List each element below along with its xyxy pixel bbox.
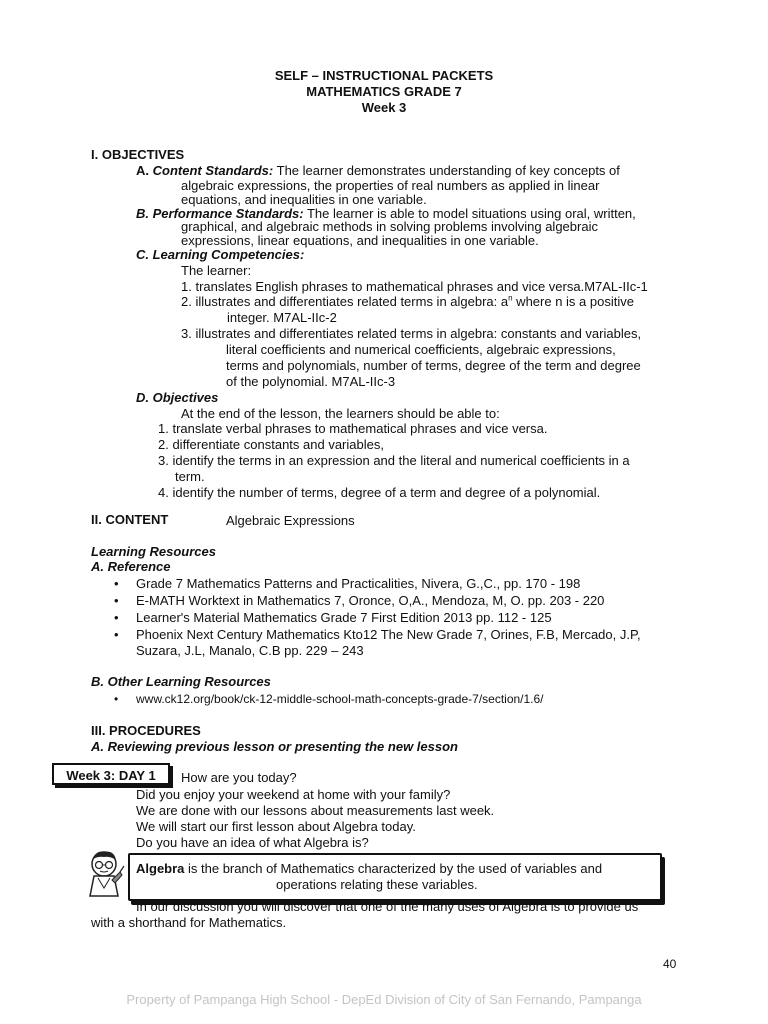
doc-title-line1: SELF – INSTRUCTIONAL PACKETS: [274, 68, 494, 83]
other-resource-link[interactable]: • www.ck12.org/book/ck-12-middle-school-math-concepts-grade-7/section/1.6/: [136, 691, 544, 707]
competency-item-3-line4: of the polynomial. M7AL-IIc-3: [226, 374, 396, 389]
d-objective-item-4: 4. identify the number of terms, degree of a term and degree of a polynomial.: [158, 485, 601, 500]
closing-line-1: In our discussion you will discover that one of the many uses of Algebra is to provide us: [136, 899, 639, 914]
algebra-definition-box: [128, 853, 662, 901]
content-value: Algebraic Expressions: [226, 513, 355, 528]
procedures-sub-a: A. Reviewing previous lesson or presenting the new lesson: [91, 739, 458, 754]
doc-title-line2: MATHEMATICS GRADE 7: [306, 84, 462, 99]
intro-line-5: Do you have an idea of what Algebra is?: [136, 835, 369, 850]
thinking-boy-icon: [82, 848, 128, 900]
intro-line-4: We will start our first lesson about Algebra today.: [136, 819, 416, 834]
other-resources-label: B. Other Learning Resources: [91, 674, 271, 689]
definition-text: is the branch of Mathematics characterized by the used of variables and: [184, 861, 603, 876]
competency-item-3-line2: literal coefficients and numerical coefficients, algebraic expressions,: [226, 342, 616, 357]
performance-standards-label: B. Performance Standards:: [136, 206, 304, 221]
definition-line-1: [136, 861, 602, 877]
content-standards-line1: [136, 163, 620, 179]
content-standards-label: Content Standards:: [152, 163, 274, 178]
competency-item-2-code: integer. M7AL-IIc-2: [227, 310, 337, 325]
reference-item: • Grade 7 Mathematics Patterns and Practicalities, Nivera, G.,C., pp. 170 - 198: [136, 576, 580, 592]
content-standards-prefix: A.: [136, 163, 153, 178]
d-objective-item-2: 2. differentiate constants and variables,: [158, 437, 384, 452]
reference-item: • E-MATH Worktext in Mathematics 7, Oronce, O,A., Mendoza, M, O. pp. 203 - 220: [136, 593, 604, 609]
competency-item-2-text: 2. illustrates and differentiates related terms in algebra: a: [181, 294, 509, 309]
day-label-box: Week 3: DAY 1: [52, 763, 170, 785]
performance-standards-text: The learner is able to model situations using oral, written,: [303, 206, 636, 221]
reference-label: A. Reference: [91, 559, 171, 574]
content-standards-line3: equations, and inequalities in one variable.: [181, 192, 427, 207]
competency-item-2: [181, 294, 634, 310]
page-number: 40: [663, 957, 677, 971]
closing-line-2: with a shorthand for Mathematics.: [91, 915, 287, 930]
content-standards-text: The learner demonstrates understanding of key concepts of: [273, 163, 620, 178]
intro-line-1: How are you today?: [181, 770, 297, 785]
footer-text: Property of Pampanga High School - DepEd Division of City of San Fernando, Pampanga: [126, 992, 642, 1007]
intro-line-2: Did you enjoy your weekend at home with your family?: [136, 787, 451, 802]
section-procedures-heading: III. PROCEDURES: [91, 723, 201, 738]
reference-item-cont: Suzara, J.L, Manalo, C.B pp. 229 – 243: [136, 643, 364, 658]
d-objective-item-3-line1: 3. identify the terms in an expression and the literal and numerical coefficients in a: [158, 453, 630, 468]
competency-item-1: 1. translates English phrases to mathematical phrases and vice versa.M7AL-IIc-1: [181, 279, 648, 294]
performance-standards-line2: graphical, and algebraic methods in solving problems involving algebraic: [181, 219, 598, 234]
d-objective-item-1: 1. translate verbal phrases to mathematical phrases and vice versa.: [158, 421, 548, 436]
competency-item-3-line1: 3. illustrates and differentiates related terms in algebra: constants and variables,: [181, 326, 642, 341]
performance-standards-line3: expressions, linear equations, and inequalities in one variable.: [181, 233, 539, 248]
content-standards-line2: algebraic expressions, the properties of real numbers as applied in linear: [181, 178, 600, 193]
competency-item-2-superscript: n: [508, 293, 513, 303]
learning-competencies-label: C. Learning Competencies:: [136, 247, 305, 262]
competency-item-3-line3: terms and polynomials, number of terms, degree of the term and degree: [226, 358, 641, 373]
section-content-heading: II. CONTENT: [91, 512, 169, 527]
d-objectives-label: D. Objectives: [136, 390, 219, 405]
definition-term: Algebra: [136, 861, 185, 876]
d-objectives-intro: At the end of the lesson, the learners should be able to:: [181, 406, 500, 421]
reference-item: • Phoenix Next Century Mathematics Kto12 The New Grade 7, Orines, F.B, Mercado, J.P,: [136, 627, 641, 643]
competency-item-2-text-cont: where n is a positive: [512, 294, 634, 309]
learning-resources-heading: Learning Resources: [91, 544, 216, 559]
doc-title-line3: Week 3: [361, 100, 407, 115]
d-objective-item-3-line2: term.: [175, 469, 205, 484]
section-objectives-heading: I. OBJECTIVES: [91, 147, 185, 162]
definition-line-2: operations relating these variables.: [276, 877, 478, 892]
reference-item: • Learner's Material Mathematics Grade 7 First Edition 2013 pp. 112 - 125: [136, 610, 552, 626]
learning-competencies-intro: The learner:: [181, 263, 252, 278]
intro-line-3: We are done with our lessons about measurements last week.: [136, 803, 495, 818]
